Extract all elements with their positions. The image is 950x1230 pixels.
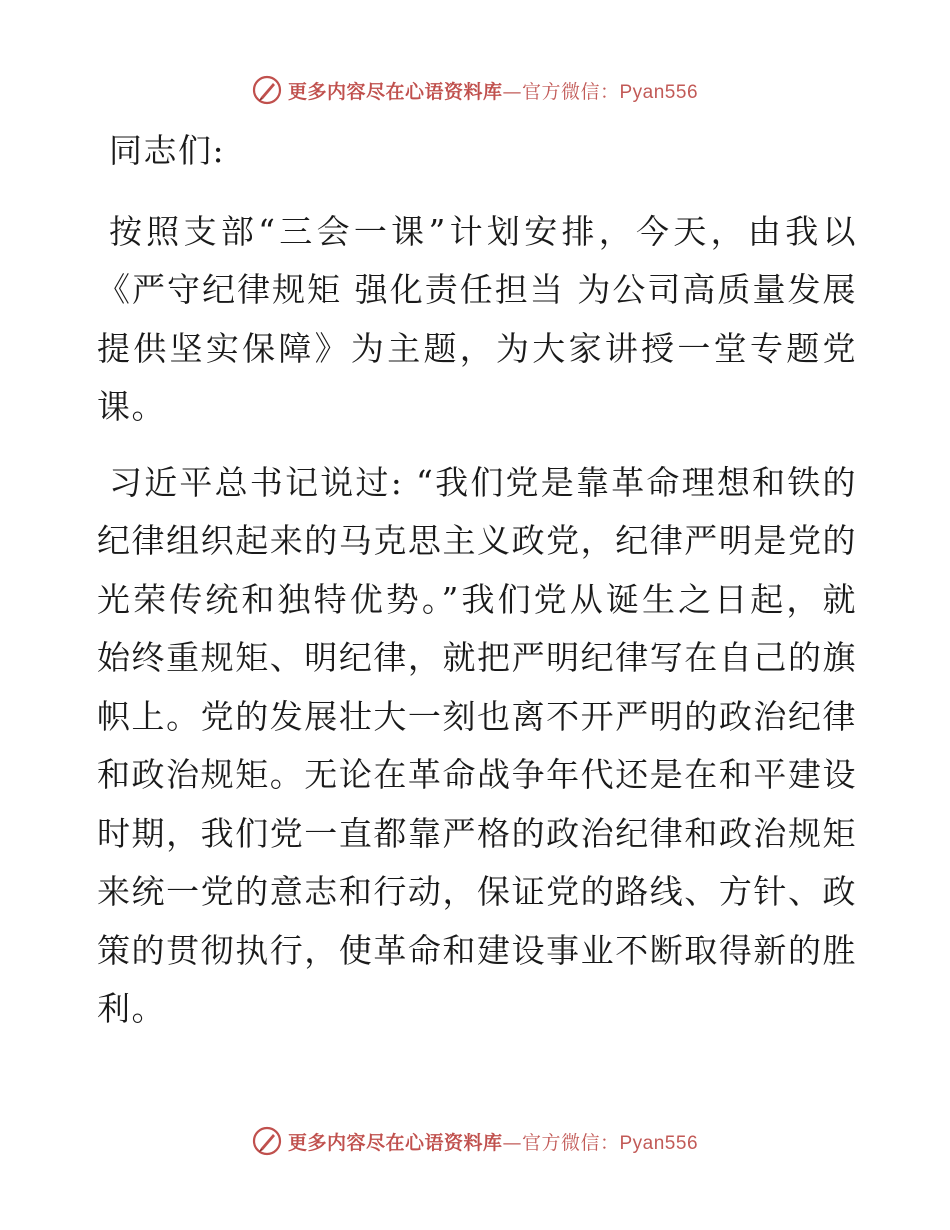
paragraph-1: 按照支部“三会一课”计划安排，今天，由我以《严守纪律规矩 强化责任担当 为公司高质量发展提供坚实保障》为主题，为大家讲授一堂专题党课。 (97, 211, 857, 426)
watermark-label: 官方微信： (521, 80, 620, 103)
watermark-dash: — (502, 80, 522, 103)
paragraph-2: 习近平总书记说过: “我们党是靠革命理想和铁的纪律组织起来的马克思主义政党，纪律严明是党的光荣传统和独特优势。”我们党从诞生之日起，就始终重规矩、明纪律，就把严明纪律写在自己的旗帜上。党的发展壮大一刻也离不开严明的政治纪律和政治规矩。无论在革命战争年代还是在和平建设时期，我们党一直都靠严格的政治纪律和政治规矩来统一党的意志和行动，保证党的路线、方针、政策的贯彻执行，使革命和建设事业不断取得新的胜利。 (97, 462, 857, 1028)
watermark-wechat-id: Pyan556 (619, 81, 699, 103)
watermark-wechat-id: Pyan556 (619, 1132, 699, 1154)
watermark-text: 更多内容尽在心语资料库 (287, 1131, 503, 1154)
watermark-dash: — (502, 1131, 522, 1154)
footer-watermark (0, 1121, 950, 1161)
quill-pen-logo-icon (252, 1126, 282, 1156)
watermark-label: 官方微信： (521, 1131, 620, 1154)
document-body (97, 122, 857, 1056)
header-watermark (0, 70, 950, 110)
watermark-text: 更多内容尽在心语资料库 (287, 80, 503, 103)
salutation: 同志们: (109, 131, 226, 170)
quill-pen-logo-icon (252, 75, 282, 105)
